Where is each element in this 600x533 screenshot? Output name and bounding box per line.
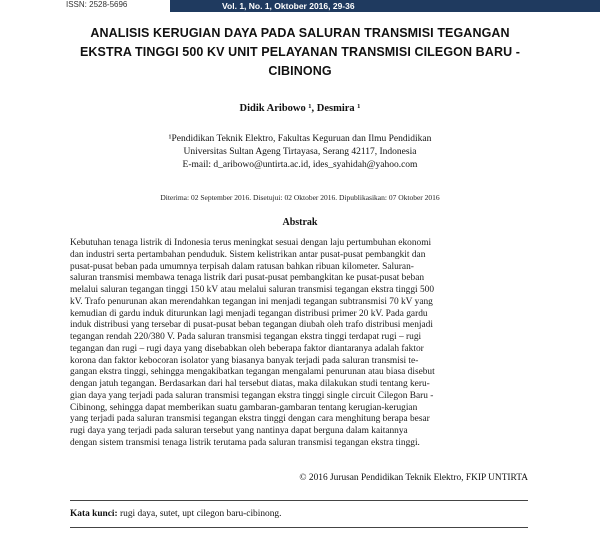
publication-dates: Diterima: 02 September 2016. Disetujui: 02 Oktober 2016. Dipublikasikan: 07 Oktober 2016 <box>160 193 440 202</box>
keywords <box>70 509 528 519</box>
abstract-line: dan industri serta pertambahan penduduk. Sistem kelistrikan antar pusat-pusat pembangkit dan <box>70 249 426 260</box>
copyright-notice: © 2016 Jurusan Pendidikan Teknik Elektro, FKIP UNTIRTA <box>299 473 528 483</box>
abstract-line: dengan sistem transmisi tenaga listrik terutama pada saluran transmisi tegangan ekstra tinggi. <box>70 437 420 448</box>
volume-info: Vol. 1, No. 1, Oktober 2016, 29-36 <box>222 1 355 11</box>
journal-header <box>0 0 600 14</box>
abstract-line: gian daya yang terjadi pada saluran transmisi tegangan ekstra tinggi single circuit Cilegon Baru - <box>70 390 434 401</box>
title-line: EKSTRA TINGGI 500 KV UNIT PELAYANAN TRANSMISI CILEGON BARU - <box>79 45 521 59</box>
abstract-line: Cibinong, sehingga dapat memberikan suatu gambaran-gambaran tentang kerugian-kerugian <box>70 402 418 413</box>
keywords-label: Kata kunci: <box>70 509 118 519</box>
title-line: ANALISIS KERUGIAN DAYA PADA SALURAN TRANSMISI TEGANGAN <box>90 26 510 40</box>
affiliation <box>0 133 600 172</box>
abstract-body <box>70 238 528 450</box>
abstract-line: dengan jatuh tegangan. Berdasarkan dari hal tersebut diatas, maka dilakukan studi tentang keru- <box>70 379 430 389</box>
abstract-line: melalui saluran tegangan tinggi 150 kV atau melalui saluran transmisi tegangan ekstra tinggi 500 <box>70 285 435 295</box>
issn-number: ISSN: 2528-5696 <box>66 0 128 9</box>
paper-title <box>60 24 540 81</box>
abstract-line: pusat-pusat beban pada umumnya terpisah dalam ratusan bahkan ribuan kilometer. Saluran- <box>70 261 414 272</box>
abstract-heading: Abstrak <box>282 217 318 228</box>
abstract-line: gangan ekstra tinggi, sehingga mengakibatkan tegangan mengalami penurunan atau biasa disebut <box>70 367 435 378</box>
divider <box>70 500 528 501</box>
divider <box>70 527 528 528</box>
authors: Didik Aribowo ¹, Desmira ¹ <box>239 103 361 114</box>
abstract-line: Kebutuhan tenaga listrik di Indonesia terus meningkat sesuai dengan laju pertumbuhan ekonomi <box>70 238 432 248</box>
affiliation-line: Universitas Sultan Ageng Tirtayasa, Serang 42117, Indonesia <box>183 147 417 157</box>
affiliation-line: ¹Pendidikan Teknik Elektro, Fakultas Keguruan dan Ilmu Pendidikan <box>168 134 432 144</box>
abstract-line: rugi daya yang terjadi pada saluran tersebut yang nantinya dapat berguna dalam kaitannya <box>70 426 408 436</box>
abstract-line: kV. Trafo penurunan akan merendahkan tegangan ini menjadi tegangan subtransmisi 70 kV yang <box>70 296 433 307</box>
email-line: E-mail: d_aribowo@untirta.ac.id, ides_syahidah@yahoo.com <box>182 160 418 170</box>
abstract-line: saluran transmisi membawa tenaga listrik dari pusat-pusat pembangkitan ke pusat-pusat beban <box>70 273 425 284</box>
title-line: CIBINONG <box>268 64 332 78</box>
abstract-line: tegangan dan rugi – rugi daya yang disebabkan oleh beberapa faktor diantaranya adalah faktor <box>70 343 424 354</box>
abstract-line: induk distribusi yang tersebar di pusat-pusat beban tegangan diubah oleh trafo distribusi menjadi <box>70 320 433 331</box>
abstract-line: kemudian di gardu induk diturunkan lagi menjadi tegangan distribusi primer 20 kV. Pada gardu <box>70 308 428 319</box>
abstract-line: korona dan faktor kebocoran isolator yang biasanya banyak terjadi pada saluran transmisi te- <box>70 355 419 366</box>
abstract-line: yang terjadi pada saluran transmisi tegangan ekstra tinggi dengan cara menghitung berapa besar <box>70 414 430 425</box>
abstract-line: tegangan rendah 220/380 V. Pada saluran transmisi tegangan ekstra tinggi terdapat rugi – rugi <box>70 332 422 342</box>
volume-bar <box>170 0 600 12</box>
keywords-value: rugi daya, sutet, upt cilegon baru-cibinong. <box>117 509 282 519</box>
